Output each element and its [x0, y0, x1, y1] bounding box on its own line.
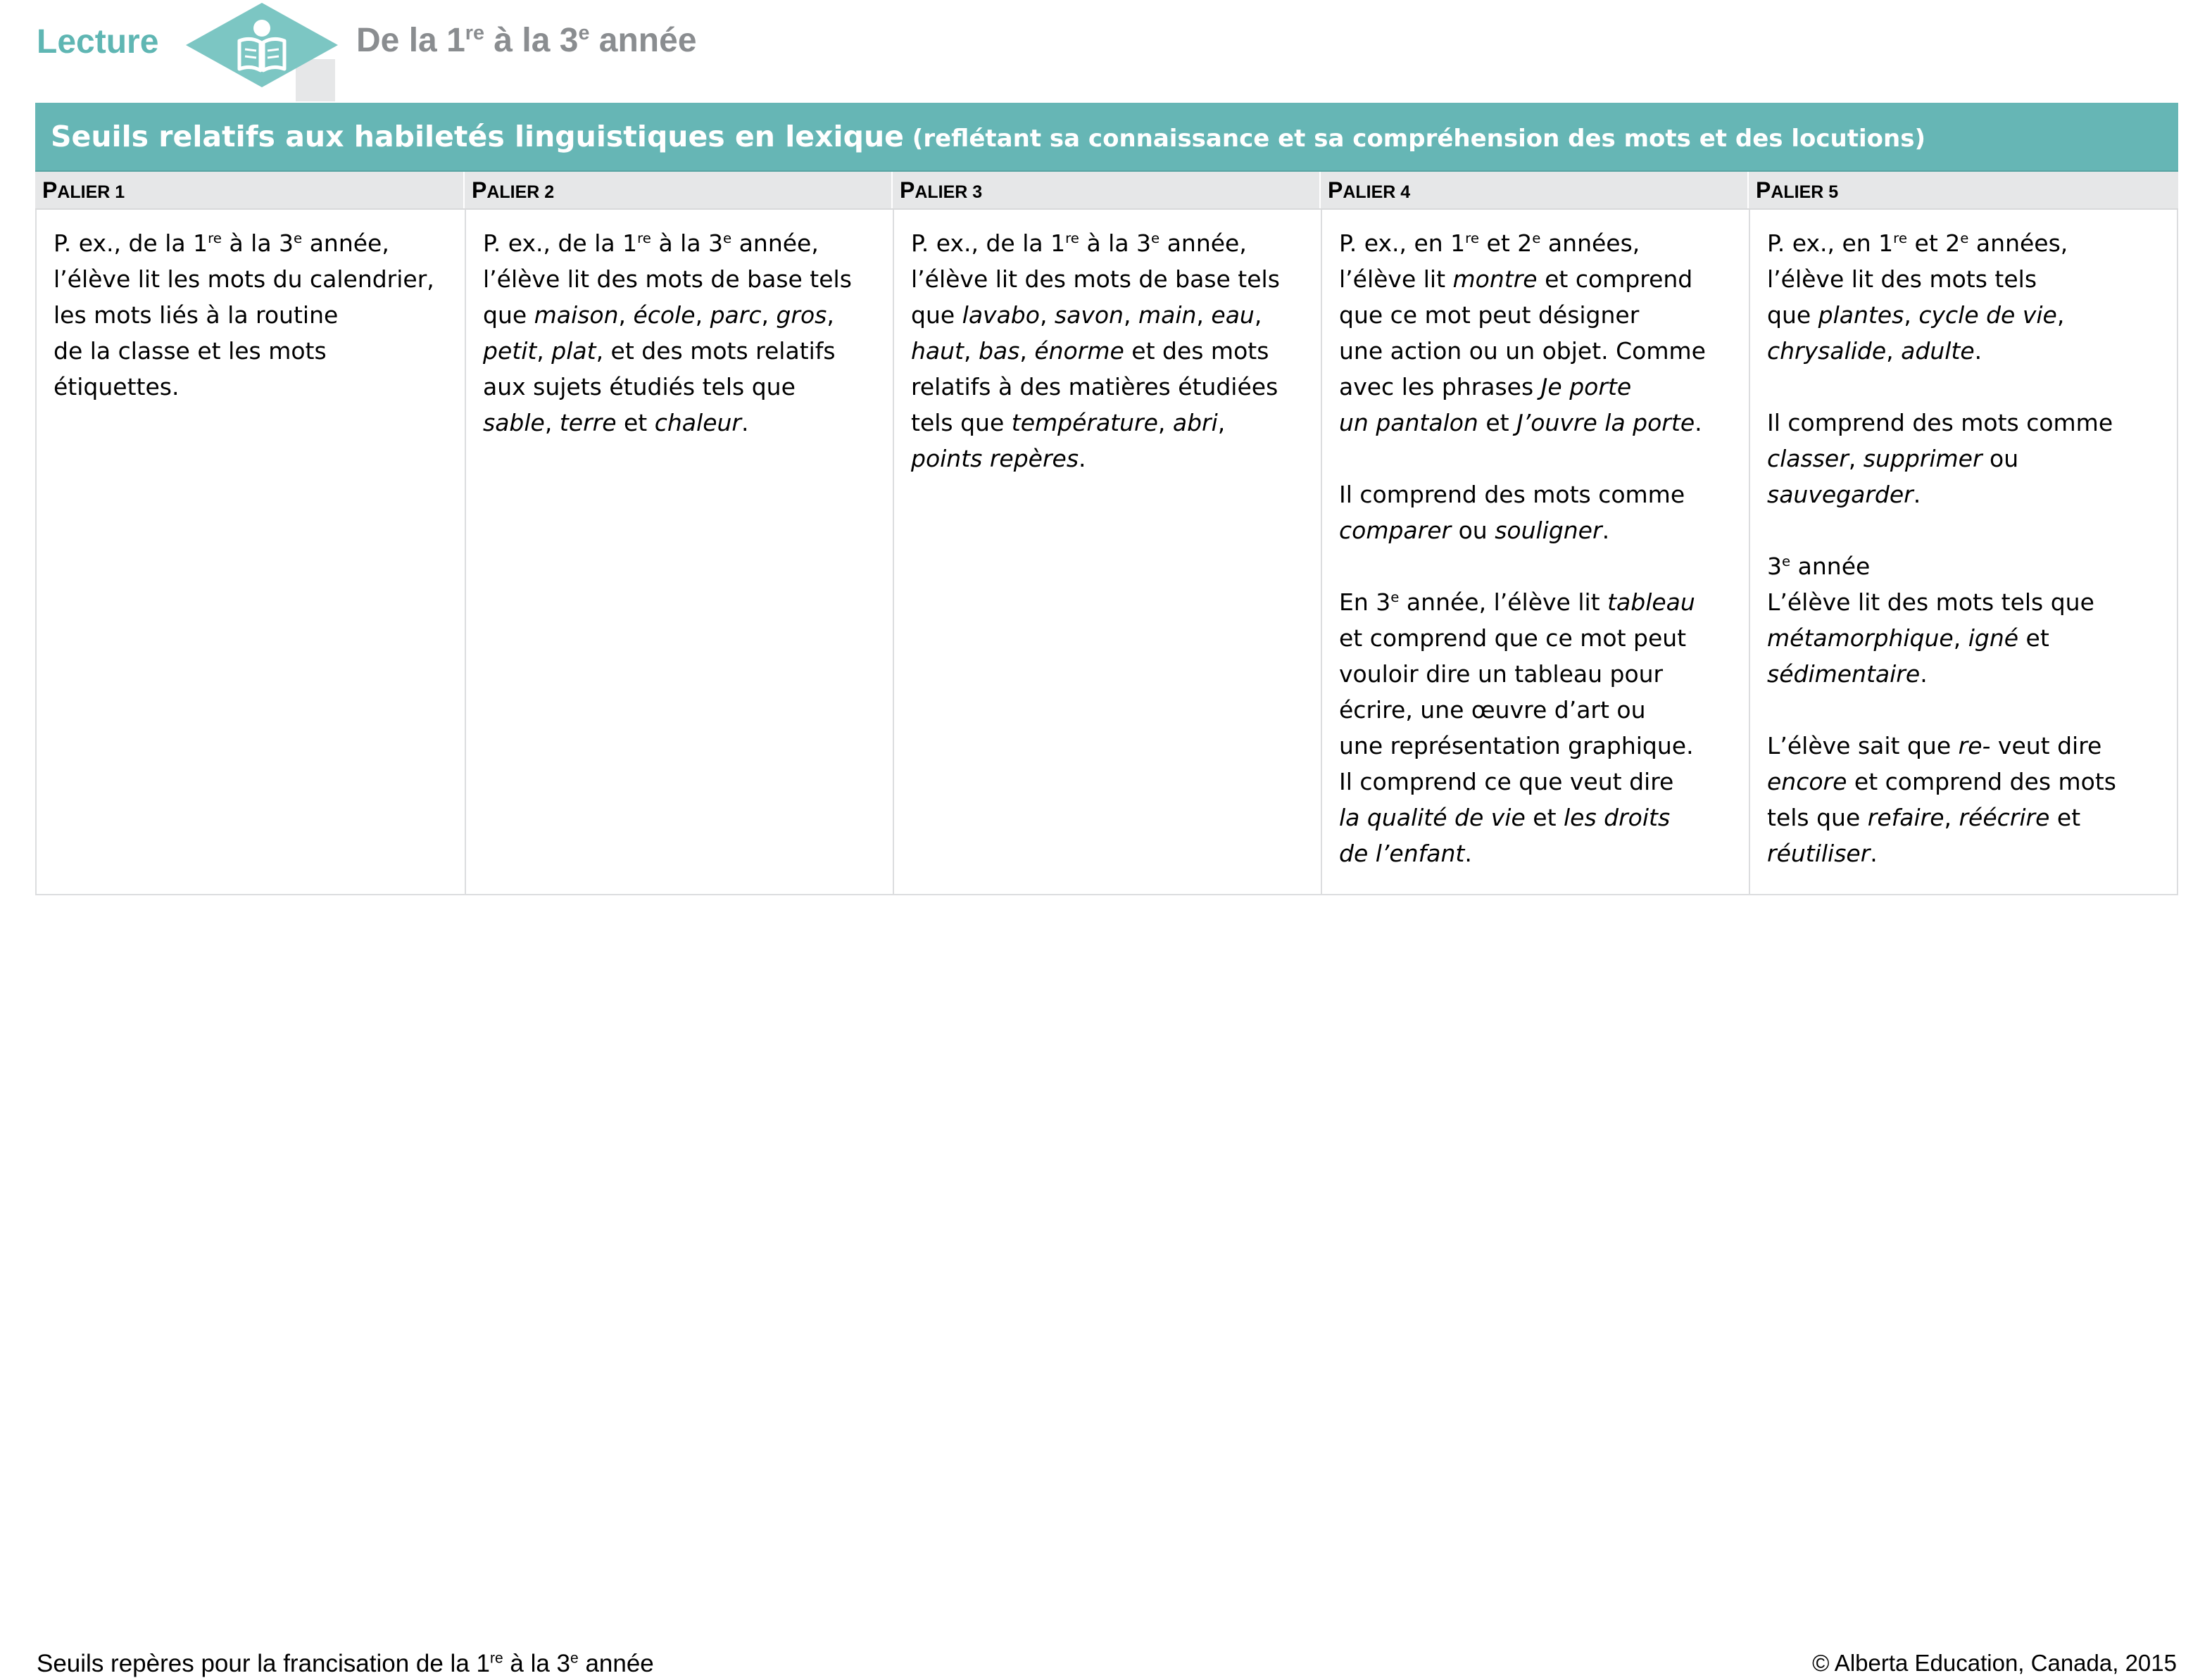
cell-palier-4 [1321, 210, 1749, 894]
column-header-palier-4: PALIER 4 [1319, 172, 1747, 208]
column-header-palier-1: PALIER 1 [42, 177, 125, 203]
reading-book-icon [186, 3, 338, 87]
cell-paragraph: P. ex., en 1re et 2e années, l’élève lit des mots tels que plantes, cycle de vie, chrysalide, adulte. [1767, 229, 2068, 365]
table-body-row [35, 210, 2178, 895]
cell-palier-2 [465, 210, 893, 894]
footer-document-title: Seuils repères pour la francisation de la 1re à la 3e année [37, 1650, 654, 1677]
cell-palier-5 [1749, 210, 2177, 894]
table-subtitle: (reflétant sa connaissance et sa compréhension des mots et des locutions) [903, 125, 1925, 153]
cell-palier-1 [37, 210, 465, 894]
table-title: Seuils relatifs aux habiletés linguistiques en lexique (reflétant sa connaissance et sa compréhension des mots et des locutions) [35, 103, 2178, 172]
grade-range-title: De la 1re à la 3e année [356, 22, 697, 59]
cell-paragraph: 3e année L’élève lit des mots tels que métamorphique, igné et sédimentaire. [1767, 553, 2094, 688]
cell-paragraph: Il comprend des mots comme classer, supprimer ou sauvegarder. [1767, 409, 2113, 508]
cell-paragraph: P. ex., de la 1re à la 3e année, l’élève lit des mots de base tels que lavabo, savon, main, eau, haut, bas, énorme et des mots relatifs à des matières étudiées tels que température, abri, points repères. [911, 229, 1280, 472]
cell-paragraph: P. ex., de la 1re à la 3e année, l’élève lit des mots de base tels que maison, école, parc, gros, petit, plat, et des mots relatifs aux sujets étudiés tels que sable, terre et chaleur. [483, 229, 852, 436]
cell-paragraph: L’élève sait que re- veut dire encore et comprend des mots tels que refaire, réécrire et réutiliser. [1767, 732, 2116, 867]
footer-copyright: © Alberta Education, Canada, 2015 [1812, 1650, 2177, 1676]
table-header-row [35, 172, 2178, 210]
thresholds-table [35, 103, 2178, 895]
column-header-palier-5: PALIER 5 [1747, 172, 2175, 208]
cell-paragraph: En 3e année, l’élève lit tableau et comprend que ce mot peut vouloir dire un tableau pour écrire, une œuvre d’art ou une représentation graphique. Il comprend ce que veut dire la qualité de vie et les droits de l’enfant. [1339, 588, 1695, 867]
section-label: Lecture [37, 23, 159, 61]
column-header-palier-2: PALIER 2 [463, 172, 891, 208]
cell-paragraph: P. ex., en 1re et 2e années, l’élève lit montre et comprend que ce mot peut désigner une action ou un objet. Comme avec les phrases Je porte un pantalon et J’ouvre la porte. [1339, 229, 1706, 436]
column-header-palier-3: PALIER 3 [891, 172, 1319, 208]
cell-palier-3 [893, 210, 1321, 894]
cell-paragraph: P. ex., de la 1re à la 3e année, l’élève lit les mots du calendrier, les mots liés à la routine de la classe et les mots étiquettes. [54, 229, 434, 400]
cell-paragraph: Il comprend des mots comme comparer ou souligner. [1339, 481, 1685, 544]
